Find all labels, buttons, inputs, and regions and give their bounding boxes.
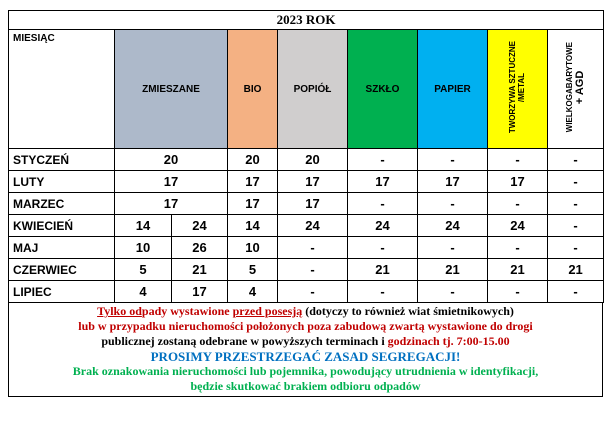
cell-popiol: 17 — [278, 193, 348, 215]
cell-zmieszane: 17 — [172, 281, 228, 303]
month-label: CZERWIEC — [9, 259, 115, 281]
cell-papier: 24 — [418, 215, 488, 237]
cell-wielkogabarytowe: - — [548, 215, 604, 237]
header-szklo: SZKŁO — [348, 30, 418, 149]
schedule-sheet — [8, 10, 603, 397]
cell-tworzywa: - — [488, 237, 548, 259]
month-label: KWIECIEŃ — [9, 215, 115, 237]
header-month: MIESIĄC — [9, 30, 115, 149]
cell-tworzywa: - — [488, 193, 548, 215]
cell-szklo: - — [348, 237, 418, 259]
cell-bio: 17 — [228, 193, 278, 215]
table-row — [9, 171, 604, 193]
cell-szklo: 21 — [348, 259, 418, 281]
note-line-5: Brak oznakowania nieruchomości lub pojemnika, powodujący utrudnienia w identyfikacji, — [72, 364, 539, 378]
cell-zmieszane: 14 — [115, 215, 172, 237]
cell-wielkogabarytowe: - — [548, 149, 604, 171]
table-title: 2023 ROK — [9, 11, 604, 30]
cell-papier: 21 — [418, 259, 488, 281]
month-label: MAJ — [9, 237, 115, 259]
cell-bio: 10 — [228, 237, 278, 259]
cell-szklo: - — [348, 281, 418, 303]
table-row — [9, 149, 604, 171]
cell-wielkogabarytowe: - — [548, 237, 604, 259]
header-papier: PAPIER — [418, 30, 488, 149]
header-zmieszane: ZMIESZANE — [115, 30, 228, 149]
cell-popiol: 17 — [278, 171, 348, 193]
header-bio: BIO — [228, 30, 278, 149]
cell-zmieszane: 17 — [115, 171, 228, 193]
cell-papier: - — [418, 193, 488, 215]
cell-papier: - — [418, 149, 488, 171]
cell-zmieszane: 17 — [115, 193, 228, 215]
note-waste-set-out: pady wystawione — [141, 304, 233, 318]
month-label: LUTY — [9, 171, 115, 193]
cell-bio: 20 — [228, 149, 278, 171]
cell-popiol: 20 — [278, 149, 348, 171]
table-row — [9, 193, 604, 215]
note-shelters: (dotyczy to również wiat śmietnikowych) — [302, 304, 514, 318]
cell-papier: 17 — [418, 171, 488, 193]
cell-zmieszane: 21 — [172, 259, 228, 281]
cell-zmieszane: 5 — [115, 259, 172, 281]
cell-zmieszane: 26 — [172, 237, 228, 259]
cell-szklo: 24 — [348, 215, 418, 237]
note-hours: godzinach tj. 7:00-15.00 — [387, 334, 510, 348]
header-tworzywa — [488, 30, 548, 149]
cell-tworzywa: - — [488, 149, 548, 171]
cell-bio: 4 — [228, 281, 278, 303]
cell-popiol: 24 — [278, 215, 348, 237]
cell-tworzywa: - — [488, 281, 548, 303]
cell-popiol: - — [278, 259, 348, 281]
note-line-1 — [9, 304, 602, 319]
cell-zmieszane: 20 — [115, 149, 228, 171]
table-row — [9, 215, 604, 237]
note-collected-terms: publicznej zostaną odebrane w powyższych terminach i — [101, 334, 388, 348]
cell-wielkogabarytowe: - — [548, 193, 604, 215]
cell-tworzywa: 24 — [488, 215, 548, 237]
header-wielkogabarytowe — [548, 30, 604, 149]
cell-zmieszane: 10 — [115, 237, 172, 259]
notes-box — [8, 303, 603, 397]
cell-papier: - — [418, 237, 488, 259]
cell-bio: 5 — [228, 259, 278, 281]
header-wielko-line2: + AGD — [573, 70, 586, 105]
cell-popiol: - — [278, 237, 348, 259]
table-row — [9, 259, 604, 281]
table-row — [9, 281, 604, 303]
cell-zmieszane: 4 — [115, 281, 172, 303]
table-row — [9, 237, 604, 259]
cell-papier: - — [418, 281, 488, 303]
cell-bio: 14 — [228, 215, 278, 237]
note-segregation: PROSIMY PRZESTRZEGAĆ ZASAD SEGREGACJI! — [150, 349, 461, 364]
note-only-from: Tylko od — [97, 304, 142, 318]
cell-wielkogabarytowe: - — [548, 171, 604, 193]
month-label: LIPIEC — [9, 281, 115, 303]
cell-bio: 17 — [228, 171, 278, 193]
cell-szklo: - — [348, 193, 418, 215]
note-before-property: przed posesją — [232, 304, 303, 318]
header-wielko-line1: WIELKOGABARYTOWE — [564, 42, 574, 133]
note-line-6: będzie skutkować brakiem odbioru odpadów — [190, 379, 421, 393]
header-tworzywa-line1: TWORZYWA SZTUCZNE — [508, 41, 518, 134]
cell-tworzywa: 21 — [488, 259, 548, 281]
cell-zmieszane: 24 — [172, 215, 228, 237]
note-line-3 — [9, 334, 602, 349]
month-label: MARZEC — [9, 193, 115, 215]
cell-tworzywa: 17 — [488, 171, 548, 193]
cell-wielkogabarytowe: - — [548, 281, 604, 303]
cell-szklo: 17 — [348, 171, 418, 193]
cell-popiol: - — [278, 281, 348, 303]
note-line-2: lub w przypadku nieruchomości położonych poza zabudową zwartą wystawione do drogi — [78, 319, 533, 333]
month-label: STYCZEŃ — [9, 149, 115, 171]
cell-szklo: - — [348, 149, 418, 171]
header-popiol: POPIÓŁ — [278, 30, 348, 149]
header-tworzywa-line2: /METAL — [517, 72, 527, 103]
schedule-table — [8, 10, 604, 303]
cell-wielkogabarytowe: 21 — [548, 259, 604, 281]
